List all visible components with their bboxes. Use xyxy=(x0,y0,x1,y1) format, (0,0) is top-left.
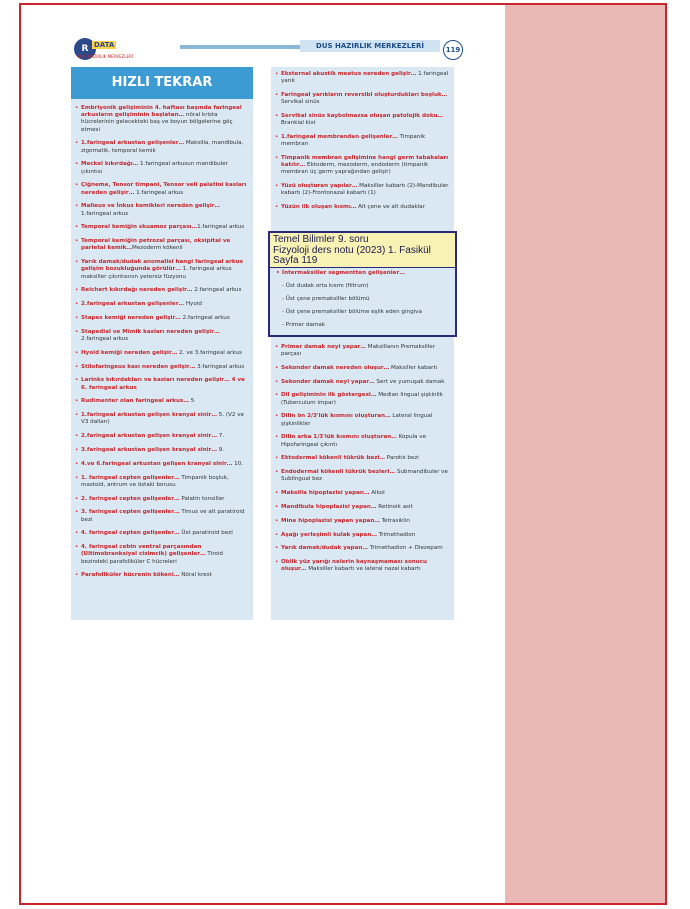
item-answer: Servikal sinüs xyxy=(281,99,320,106)
bullet-icon: • xyxy=(275,343,279,350)
item-answer: 3.faringeal arkus xyxy=(195,363,245,370)
item-question: Rudimenter olan faringeal arkus… xyxy=(81,398,189,405)
item-question: Oblik yüz yarığı nelerin kaynaşmaması sonucu oluşur… xyxy=(281,559,428,573)
highlight-dash-item: - Üst çene premaksiller bölüme eşlik eden gingiva xyxy=(282,309,422,315)
item-answer: Retinoik asit xyxy=(376,503,413,510)
list-item xyxy=(75,509,249,523)
item-answer: Nöral krest xyxy=(179,572,212,579)
item-answer: Maksiller kabartı (2)-Mandibuler kabartı (2)-Frontonazal kabartı (1) xyxy=(281,183,449,197)
item-answer: 1.faringeal arkus xyxy=(197,224,245,231)
item-answer: 1.faringeal arkusun mandibuler çıkıntısı xyxy=(81,161,228,175)
list-item xyxy=(75,105,249,134)
bullet-icon: • xyxy=(75,328,79,335)
bullet-icon: • xyxy=(275,92,279,98)
item-answer: 2.faringeal arkus xyxy=(81,336,129,342)
item-question: Sekonder damak neyi yapar… xyxy=(281,378,375,385)
list-item xyxy=(275,183,450,197)
item-question: Parafoliküler hücrenin kökeni… xyxy=(81,572,180,579)
item-question: Yüzün ilk oluşan kısmı… xyxy=(281,204,357,211)
annotation-line-2: Fizyoloji ders notu (2023) 1. Fasikül xyxy=(273,244,431,256)
item-question: Servikal sinüs kaybolmazsa oluşan patolojik doku… xyxy=(281,113,444,119)
bullet-icon: • xyxy=(275,183,279,190)
list-item xyxy=(275,490,450,497)
annotation-body xyxy=(270,268,455,335)
item-question: Stapes kemiği nereden gelişir… xyxy=(81,315,181,321)
item-question: 2. faringeal cepten gelişenler… xyxy=(81,495,180,502)
right-item-list-bottom xyxy=(271,330,454,574)
bullet-icon: • xyxy=(75,301,79,308)
brand-logo xyxy=(74,38,133,60)
bullet-icon: • xyxy=(275,434,279,441)
list-item xyxy=(75,329,249,343)
bullet-icon: • xyxy=(75,203,79,210)
bullet-icon: • xyxy=(75,315,79,321)
item-question: 3. faringeal cepten gelişenler… xyxy=(81,509,180,516)
list-item xyxy=(75,433,249,440)
bullet-icon: • xyxy=(75,460,79,467)
item-answer: Hyoid xyxy=(184,301,202,308)
item-answer: 2. ve 3.faringeal arkus xyxy=(177,349,242,356)
item-answer: Brankial kist xyxy=(281,120,316,127)
list-item xyxy=(275,113,450,127)
item-answer: Lateral lingual şişkinlikler xyxy=(281,413,433,427)
bullet-icon: • xyxy=(276,270,280,276)
highlight-dash-item: - Üst dudak orta kısmı (filtrum) xyxy=(282,283,369,289)
list-item xyxy=(75,496,249,503)
item-question: 1.faringeal arkustan gelişen kranyal sinir… xyxy=(81,412,217,419)
item-answer: 2.faringeal arkus xyxy=(192,287,242,294)
item-question: Hyoid kemiği nereden gelişir… xyxy=(81,349,178,356)
item-question: Dil gelişiminin ilk göstergesi… xyxy=(281,392,377,399)
list-item xyxy=(75,447,249,454)
item-answer: Maksilla, mandibula, zigomatik, temporal kemik xyxy=(81,140,244,154)
bullet-icon: • xyxy=(275,392,279,399)
item-question: Dilin ön 2/3'lük kısmını oluşturan… xyxy=(281,413,391,420)
item-question: Mine hipoplazisi yapan yapan… xyxy=(281,517,380,524)
brand-name: DATA xyxy=(94,41,115,49)
list-item xyxy=(275,204,450,211)
highlight-dash-item: - Üst çene premaksiller bölümü xyxy=(282,296,370,302)
logo-icon: R xyxy=(74,38,96,60)
bullet-icon: • xyxy=(275,469,279,476)
bullet-icon: • xyxy=(75,446,79,453)
bullet-icon: • xyxy=(75,474,79,481)
annotation-line-1: Temel Bilimler 9. soru xyxy=(273,234,369,245)
item-question: Temporal kemiğin skuamoz parçası… xyxy=(81,224,198,231)
item-answer: Tiroid bezindeki parafoliküler C hücreleri xyxy=(81,551,223,565)
bullet-icon: • xyxy=(75,182,79,189)
item-answer: Kopula ve Hipofaringeal çıkıntı xyxy=(281,434,427,448)
item-answer: Tetrasiklin xyxy=(379,517,410,524)
list-item xyxy=(75,301,249,308)
bullet-icon: • xyxy=(275,559,279,566)
list-item xyxy=(75,224,249,231)
list-item xyxy=(75,544,249,566)
list-item xyxy=(275,365,450,372)
item-answer: 10. xyxy=(232,460,244,467)
item-question: Maksilla hipoplazisi yapan… xyxy=(281,490,370,497)
bullet-icon: • xyxy=(75,495,79,502)
item-answer: Timpanik membran xyxy=(281,134,426,148)
bullet-icon: • xyxy=(75,398,79,405)
list-item xyxy=(75,140,249,154)
list-item xyxy=(75,364,249,371)
section-label: DUS HAZIRLIK MERKEZLERİ xyxy=(300,40,440,52)
item-question: Stapedial ve Mimik kasları nereden gelişir… xyxy=(81,328,220,335)
bullet-icon: • xyxy=(275,490,279,497)
bullet-icon: • xyxy=(75,259,79,266)
page-title: HIZLI TEKRAR xyxy=(71,67,253,99)
list-item xyxy=(275,532,450,539)
item-answer: Trimethadion + Diezepam xyxy=(368,545,443,552)
list-item xyxy=(275,379,450,386)
item-question: 1.faringeal arkustan gelişenler… xyxy=(81,140,185,147)
left-item-list xyxy=(71,105,253,580)
item-answer: 2.faringeal arkus xyxy=(180,315,230,321)
annotation-box xyxy=(268,231,457,337)
item-question: Ektodermal kökenli tükrük bezi… xyxy=(281,455,385,462)
right-column xyxy=(271,67,454,620)
item-answer: 1.faringeal arkus xyxy=(81,210,129,217)
item-question: Mandibula hipoplazisi yapan… xyxy=(281,503,377,510)
highlight-heading xyxy=(276,270,455,277)
item-answer: 1. faringeal arkus maksiller çıkıntısının yetersiz füzyonu xyxy=(81,266,232,280)
left-column xyxy=(71,67,253,620)
list-item xyxy=(75,572,249,579)
list-item xyxy=(75,398,249,405)
list-item xyxy=(275,504,450,511)
list-item xyxy=(75,315,249,322)
item-question: 4.ve 6.faringeal arkustan gelişen kranyal sinir… xyxy=(81,460,233,467)
list-item xyxy=(75,530,249,537)
list-item xyxy=(75,475,249,489)
item-question: 4. faringeal cepten gelişenler… xyxy=(81,530,180,537)
bullet-icon: • xyxy=(275,378,279,385)
bullet-icon: • xyxy=(75,433,79,440)
item-question: Faringeal yarıkların reversibl oluşturdukları boşluk… xyxy=(281,92,448,98)
item-question: Embriyonik gelişiminin 4. haftası başında faringeal arkusların gelişiminin başlatan… xyxy=(81,105,242,119)
bullet-icon: • xyxy=(275,134,279,140)
item-question: Çiğneme, Tensor timpani, Tensor veli palatini kasları nereden gelişir… xyxy=(81,182,247,196)
item-question: Yarık damak/dudak yapan… xyxy=(281,545,369,552)
item-question: Eksternal akustik meatus nereden gelişir… xyxy=(281,71,417,77)
item-question: Stilofaringeus kası nereden gelişir… xyxy=(81,363,196,370)
bullet-icon: • xyxy=(275,503,279,510)
bullet-icon: • xyxy=(75,349,79,356)
list-item xyxy=(275,469,450,483)
bullet-icon: • xyxy=(75,544,79,551)
bullet-icon: • xyxy=(75,161,79,168)
list-item xyxy=(275,518,450,525)
item-answer: Trimethadion xyxy=(376,531,416,538)
list-item xyxy=(275,71,450,85)
highlight-heading-text: İntermaksiller segmentten gelişenler… xyxy=(282,270,405,276)
list-item xyxy=(275,92,450,106)
item-question: 2.faringeal arkustan gelişenler… xyxy=(81,301,185,308)
list-item xyxy=(75,377,249,391)
list-item xyxy=(75,461,249,468)
item-answer: Alt çene ve alt dudaklar xyxy=(356,204,425,211)
bullet-icon: • xyxy=(275,204,279,211)
bullet-icon: • xyxy=(275,545,279,552)
item-answer: 1.faringeal yarık xyxy=(281,71,449,85)
list-item xyxy=(275,455,450,462)
item-answer: 1.faringeal arkus xyxy=(134,189,184,196)
bullet-icon: • xyxy=(275,364,279,371)
item-answer: 5 xyxy=(188,398,195,405)
item-answer: Ektoderm, mezoderm, endoderm (timpanik membran üç germ yaprağından gelişir) xyxy=(281,162,429,176)
bullet-icon: • xyxy=(275,155,279,161)
item-answer: Submandibuler ve Sublingual bez xyxy=(281,469,448,483)
item-answer: Maksiller kabartı xyxy=(389,364,438,371)
bullet-icon: • xyxy=(75,509,79,516)
item-question: 1. faringeal cepten gelişenler… xyxy=(81,474,180,481)
bullet-icon: • xyxy=(275,517,279,524)
item-question: 1.faringeal membrandan gelişenler… xyxy=(281,134,398,140)
item-answer: Üst paratiroid bezi xyxy=(179,530,233,537)
bullet-icon: • xyxy=(275,113,279,119)
item-answer: Median lingual şişkinlik (Tuberculum impar) xyxy=(281,392,443,406)
list-item xyxy=(75,287,249,294)
item-answer: 7. xyxy=(216,433,225,440)
right-item-list-top xyxy=(271,67,454,211)
item-question: Dilin arka 1/3'lük kısmını oluşturan… xyxy=(281,434,397,441)
bullet-icon: • xyxy=(75,238,79,245)
item-question: 3.faringeal arkustan gelişen kranyal sinir… xyxy=(81,446,217,453)
bullet-icon: • xyxy=(75,377,79,384)
item-answer: Maksillanın Premaksiller parçası xyxy=(281,343,436,357)
bullet-icon: • xyxy=(75,363,79,370)
bullet-icon: • xyxy=(75,224,79,231)
annotation-label xyxy=(270,233,455,268)
list-item xyxy=(275,559,450,573)
item-answer: nöral krista hücrelerinin gelecekteki baş ve boyun bölgelerine göç etmesi xyxy=(81,112,233,133)
item-answer: Maksiller kabartı ve lateral nazal kabartı xyxy=(306,566,421,573)
bullet-icon: • xyxy=(75,572,79,579)
item-answer: Timus ve alt paratiroid bezi xyxy=(81,509,245,523)
item-question: Timpanik membran gelişimine hangi germ tabakaları katılır… xyxy=(281,155,449,169)
item-question: 2.faringeal arkustan gelişen kranyal sinir… xyxy=(81,433,217,440)
item-question: Reichert kıkırdağı nereden gelişir… xyxy=(81,287,193,294)
list-item xyxy=(275,155,450,177)
list-item xyxy=(275,344,450,358)
item-answer: Parotis bezi xyxy=(384,455,419,462)
item-question: Larinks kıkırdakları ve kasları nereden gelişir… 4 ve 6. faringeal arkus xyxy=(81,377,245,391)
brand-subtitle: DUS HAZIRLIK MERKEZLERİ xyxy=(78,54,133,59)
list-item xyxy=(75,161,249,175)
list-item xyxy=(75,259,249,281)
list-item xyxy=(275,545,450,552)
page-number: 119 xyxy=(443,40,463,60)
bullet-icon: • xyxy=(75,530,79,537)
side-margin xyxy=(505,5,665,903)
item-question: Yüzü oluşturan yapılar… xyxy=(281,183,358,190)
item-question: Meckel kıkırdağı… xyxy=(81,161,139,168)
item-answer: Sert ve yumuşak damak xyxy=(374,378,445,385)
bullet-icon: • xyxy=(75,140,79,147)
bullet-icon: • xyxy=(75,287,79,294)
item-question: Temporal kemiğin petrozal parçası, oksipital ve parietal kemik… xyxy=(81,238,231,252)
list-item xyxy=(275,413,450,427)
item-question: Endodermal kökenli tükrük bezleri… xyxy=(281,469,396,476)
bullet-icon: • xyxy=(75,105,79,111)
list-item xyxy=(75,203,249,217)
list-item xyxy=(75,238,249,252)
bullet-icon: • xyxy=(75,412,79,419)
bullet-icon: • xyxy=(275,531,279,538)
item-answer: Timpanik boşluk, mastoid, antrum ve östaki borusu xyxy=(81,474,229,488)
item-question: Malleus ve İnkus kemikleri nereden gelişir… xyxy=(81,203,221,210)
bullet-icon: • xyxy=(275,71,279,77)
list-item xyxy=(75,412,249,426)
bullet-icon: • xyxy=(275,455,279,462)
item-question: Aşağı yerleşimli kulak yapan… xyxy=(281,531,377,538)
item-answer: Palatin tonsiller xyxy=(179,495,225,502)
list-item xyxy=(275,134,450,148)
list-item xyxy=(275,434,450,448)
item-question: Primer damak neyi yapar… xyxy=(281,343,366,350)
item-answer: Alkol xyxy=(369,490,385,497)
list-item xyxy=(75,182,249,196)
item-answer: 9. xyxy=(216,446,225,453)
item-answer: Mezoderm kökenli xyxy=(132,245,183,252)
item-question: Yarık damak/dudak anomalisi hangi faringeal arkus gelişim bozukluğunda görülür… xyxy=(81,259,243,273)
list-item xyxy=(75,350,249,357)
bullet-icon: • xyxy=(275,413,279,420)
annotation-line-3: Sayfa 119 xyxy=(273,255,318,266)
highlight-dash-item: - Primer damak xyxy=(282,322,325,328)
item-question: 4. faringeal cebin ventral parçasından (Ultimobranksiyal cisimcik) gelişenler… xyxy=(81,544,206,558)
list-item xyxy=(275,392,450,406)
item-question: Sekonder damak nereden oluşur… xyxy=(281,364,390,371)
item-answer: 5. (V2 ve V3 dalları) xyxy=(81,412,244,426)
